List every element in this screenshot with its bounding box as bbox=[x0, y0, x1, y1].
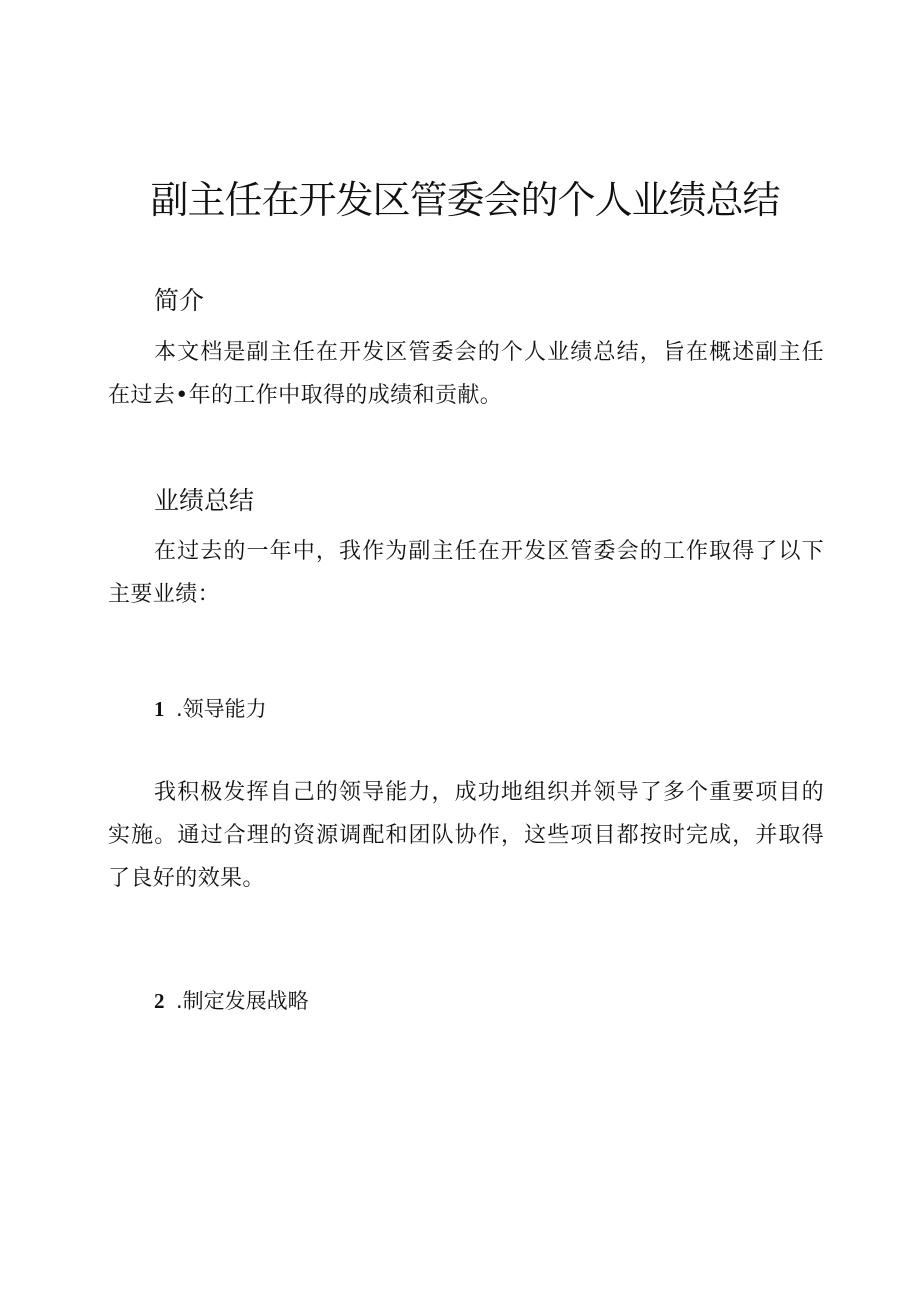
item-label: .制定发展战略 bbox=[176, 989, 309, 1013]
item-heading-leadership bbox=[154, 694, 267, 724]
performance-paragraph: 在过去的一年中，我作为副主任在开发区管委会的工作取得了以下主要业绩： bbox=[108, 539, 824, 607]
document-title: 副主任在开发区管委会的个人业绩总结 bbox=[150, 178, 780, 222]
item-number: 2 bbox=[154, 989, 165, 1013]
intro-paragraph: 本文档是副主任在开发区管委会的个人业绩总结，旨在概述副主任在过去•年的工作中取得的成绩和贡献。 bbox=[108, 340, 824, 408]
item-label: .领导能力 bbox=[176, 697, 267, 721]
item-number: 1 bbox=[154, 697, 165, 721]
item-heading-strategy bbox=[154, 986, 309, 1016]
section-heading-intro: 简介 bbox=[154, 286, 205, 315]
section-heading-performance: 业绩总结 bbox=[154, 486, 255, 515]
leadership-paragraph: 我积极发挥自己的领导能力，成功地组织并领导了多个重要项目的实施。通过合理的资源调配和团队协作，这些项目都按时完成，并取得了良好的效果。 bbox=[108, 780, 824, 891]
